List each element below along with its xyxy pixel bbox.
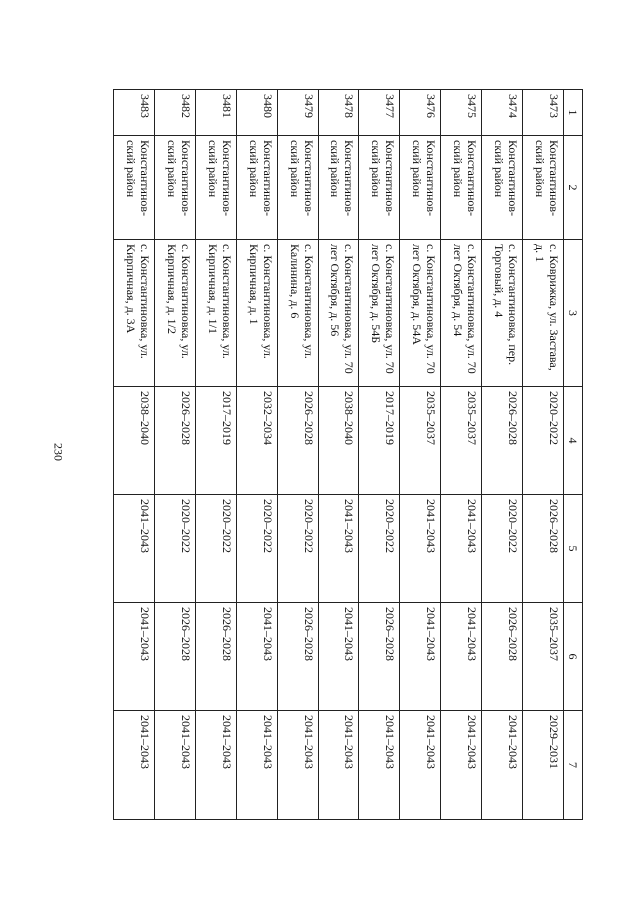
table-row — [441, 90, 482, 820]
period-cell-7: 2041–2043 — [318, 711, 359, 820]
district-cell: Константинов-ский район — [482, 136, 523, 240]
schedule-table — [113, 89, 583, 820]
period-cell-7: 2041–2043 — [114, 711, 155, 820]
period-cell-7: 2041–2043 — [154, 711, 195, 820]
row-number-cell: 3481 — [195, 90, 236, 136]
period-cell-7: 2041–2043 — [195, 711, 236, 820]
period-cell-5: 2026–2028 — [523, 495, 564, 603]
period-cell-5: 2041–2043 — [441, 495, 482, 603]
district-cell: Константинов-ский район — [400, 136, 441, 240]
address-cell: с. Коврижка, ул. Застава, д. 1 — [523, 240, 564, 387]
address-cell: с. Константиновка, ул. Кирпичная, д. 1/1 — [195, 240, 236, 387]
address-cell: с. Константиновка, ул. Калинина, д. 6 — [277, 240, 318, 387]
period-cell-5: 2020–2022 — [154, 495, 195, 603]
period-cell-4: 2032–2034 — [236, 387, 277, 495]
period-cell-5: 2041–2043 — [400, 495, 441, 603]
row-number-cell: 3477 — [359, 90, 400, 136]
period-cell-5: 2020–2022 — [236, 495, 277, 603]
row-number-cell: 3476 — [400, 90, 441, 136]
column-header: 1 — [564, 90, 583, 136]
row-number-cell: 3475 — [441, 90, 482, 136]
row-number-cell: 3483 — [114, 90, 155, 136]
period-cell-7: 2041–2043 — [236, 711, 277, 820]
district-cell: Константинов-ский район — [441, 136, 482, 240]
period-cell-5: 2041–2043 — [114, 495, 155, 603]
address-cell: с. Константиновка, пер. Торговый, д. 4 — [482, 240, 523, 387]
period-cell-4: 2017–2019 — [359, 387, 400, 495]
address-cell: с. Константиновка, ул. 70 лет Октября, д. 56 — [318, 240, 359, 387]
period-cell-6: 2026–2028 — [154, 603, 195, 711]
table-row — [318, 90, 359, 820]
district-cell: Константинов-ский район — [114, 136, 155, 240]
period-cell-7: 2041–2043 — [482, 711, 523, 820]
table-header-row — [564, 90, 583, 820]
period-cell-4: 2026–2028 — [482, 387, 523, 495]
period-cell-7: 2041–2043 — [400, 711, 441, 820]
period-cell-4: 2026–2028 — [277, 387, 318, 495]
period-cell-5: 2041–2043 — [318, 495, 359, 603]
period-cell-4: 2038–2040 — [318, 387, 359, 495]
period-cell-6: 2041–2043 — [236, 603, 277, 711]
address-cell: с. Константиновка, ул. Кирпичная, д. 3А — [114, 240, 155, 387]
address-cell: с. Константиновка, ул. Кирпичная, д. 1 — [236, 240, 277, 387]
row-number-cell: 3482 — [154, 90, 195, 136]
row-number-cell: 3474 — [482, 90, 523, 136]
period-cell-7: 2041–2043 — [359, 711, 400, 820]
period-cell-5: 2020–2022 — [277, 495, 318, 603]
column-header: 4 — [564, 387, 583, 495]
row-number-cell: 3478 — [318, 90, 359, 136]
period-cell-6: 2041–2043 — [114, 603, 155, 711]
row-number-cell: 3479 — [277, 90, 318, 136]
address-cell: с. Константиновка, ул. 70 лет Октября, д. 54А — [400, 240, 441, 387]
row-number-cell: 3473 — [523, 90, 564, 136]
period-cell-7: 2041–2043 — [441, 711, 482, 820]
period-cell-7: 2029–2031 — [523, 711, 564, 820]
table-row — [277, 90, 318, 820]
district-cell: Константинов-ский район — [236, 136, 277, 240]
period-cell-6: 2026–2028 — [277, 603, 318, 711]
period-cell-6: 2041–2043 — [441, 603, 482, 711]
table-row — [482, 90, 523, 820]
column-header: 2 — [564, 136, 583, 240]
column-header: 7 — [564, 711, 583, 820]
table-row — [523, 90, 564, 820]
table-row — [114, 90, 155, 820]
table-body — [114, 90, 564, 820]
district-cell: Константинов-ский район — [523, 136, 564, 240]
period-cell-4: 2035–2037 — [441, 387, 482, 495]
column-header: 3 — [564, 240, 583, 387]
table-row — [359, 90, 400, 820]
district-cell: Константинов-ский район — [318, 136, 359, 240]
district-cell: Константинов-ский район — [195, 136, 236, 240]
address-cell: с. Константиновка, ул. Кирпичная, д. 1/2 — [154, 240, 195, 387]
period-cell-4: 2017–2019 — [195, 387, 236, 495]
period-cell-6: 2041–2043 — [318, 603, 359, 711]
period-cell-5: 2020–2022 — [482, 495, 523, 603]
district-cell: Константинов-ский район — [359, 136, 400, 240]
district-cell: Константинов-ский район — [154, 136, 195, 240]
address-cell: с. Константиновка, ул. 70 лет Октября, д. 54 — [441, 240, 482, 387]
period-cell-6: 2041–2043 — [400, 603, 441, 711]
period-cell-6: 2035–2037 — [523, 603, 564, 711]
address-cell: с. Константиновка, ул. 70 лет Октября, д. 54Б — [359, 240, 400, 387]
period-cell-4: 2026–2028 — [154, 387, 195, 495]
table-row — [154, 90, 195, 820]
table-row — [195, 90, 236, 820]
period-cell-6: 2026–2028 — [359, 603, 400, 711]
row-number-cell: 3480 — [236, 90, 277, 136]
period-cell-5: 2020–2022 — [195, 495, 236, 603]
district-cell: Константинов-ский район — [277, 136, 318, 240]
period-cell-7: 2041–2043 — [277, 711, 318, 820]
table-row — [236, 90, 277, 820]
period-cell-4: 2020–2022 — [523, 387, 564, 495]
period-cell-5: 2020–2022 — [359, 495, 400, 603]
period-cell-4: 2038–2040 — [114, 387, 155, 495]
period-cell-6: 2026–2028 — [195, 603, 236, 711]
period-cell-4: 2035–2037 — [400, 387, 441, 495]
column-header: 6 — [564, 603, 583, 711]
period-cell-6: 2026–2028 — [482, 603, 523, 711]
table-row — [400, 90, 441, 820]
rotated-table-container — [113, 89, 583, 819]
column-header: 5 — [564, 495, 583, 603]
page-number: 230 — [51, 443, 66, 461]
